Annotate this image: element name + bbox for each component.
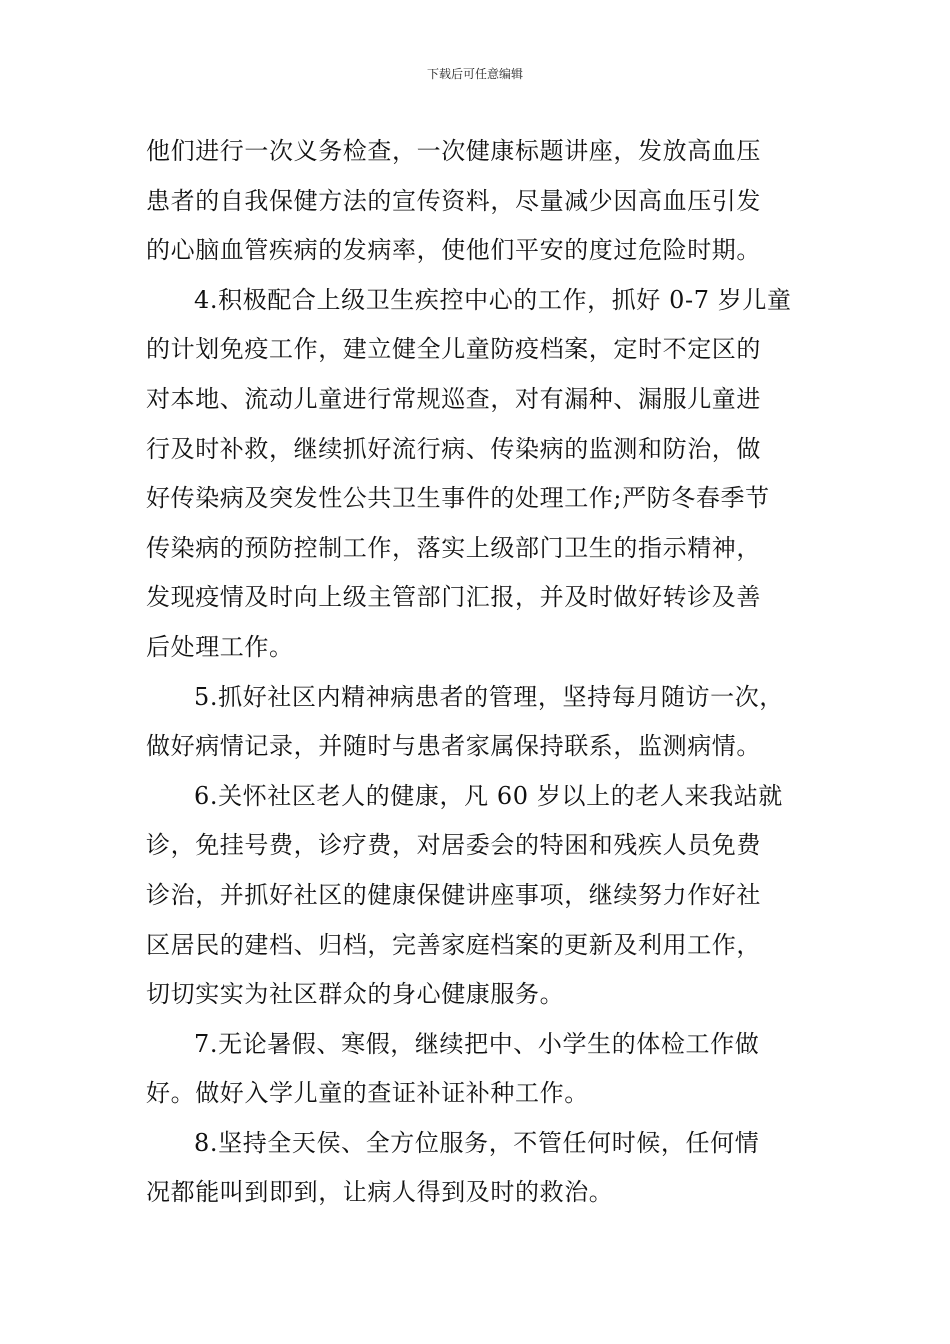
text-line: 的计划免疫工作，建立健全儿童防疫档案，定时不定区的: [146, 335, 761, 364]
text-line: 好传染病及突发性公共卫生事件的处理工作;严防冬春季节: [146, 484, 770, 513]
text-line: 传染病的预防控制工作，落实上级部门卫生的指示精神，: [146, 533, 761, 562]
text-line: 行及时补救，继续抓好流行病、传染病的监测和防治，做: [146, 434, 761, 463]
text-line: 后处理工作。: [146, 632, 294, 661]
paragraph-item-7: [146, 1020, 810, 1119]
text-line: 患者的自我保健方法的宣传资料，尽量减少因高血压引发: [146, 186, 761, 215]
text-line: 做好病情记录，并随时与患者家属保持联系，监测病情。: [146, 732, 761, 761]
paragraph-item-4: [146, 276, 810, 673]
paragraph-item-8: [146, 1119, 810, 1218]
text-line: 他们进行一次义务检查，一次健康标题讲座，发放高血压: [146, 137, 761, 165]
text-line: 发现疫情及时向上级主管部门汇报，并及时做好转诊及善: [146, 583, 761, 612]
text-line: 8.坚持全天侯、全方位服务，不管任何时候，任何情: [194, 1128, 760, 1157]
text-line: 况都能叫到即到，让病人得到及时的救治。: [146, 1178, 614, 1207]
text-line: 好。做好入学儿童的查证补证补种工作。: [146, 1079, 589, 1108]
text-line: 切切实实为社区群众的身心健康服务。: [146, 980, 565, 1009]
text-line: 诊治，并抓好社区的健康保健讲座事项，继续努力作好社: [146, 880, 761, 909]
paragraph-item-5: [146, 673, 810, 772]
text-line: 区居民的建档、归档，完善家庭档案的更新及利用工作，: [146, 930, 761, 959]
text-line: 4.积极配合上级卫生疾控中心的工作，抓好 0-7 岁儿童: [194, 285, 792, 314]
paragraph-continuation: [146, 127, 810, 276]
text-line: 5.抓好社区内精神病患者的管理，坚持每月随访一次，: [194, 682, 784, 711]
text-line: 对本地、流动儿童进行常规巡查，对有漏种、漏服儿童进: [146, 384, 761, 413]
paragraph-item-6: [146, 772, 810, 1020]
page-header: 下载后可任意编辑: [426, 67, 523, 81]
document-body: [146, 127, 810, 1218]
text-line: 诊，免挂号费，诊疗费，对居委会的特困和残疾人员免费: [146, 831, 761, 860]
text-line: 6.关怀社区老人的健康，凡 60 岁以上的老人来我站就: [194, 781, 783, 810]
text-line: 的心脑血管疾病的发病率，使他们平安的度过危险时期。: [146, 236, 761, 265]
text-line: 7.无论暑假、寒假，继续把中、小学生的体检工作做: [194, 1029, 760, 1058]
